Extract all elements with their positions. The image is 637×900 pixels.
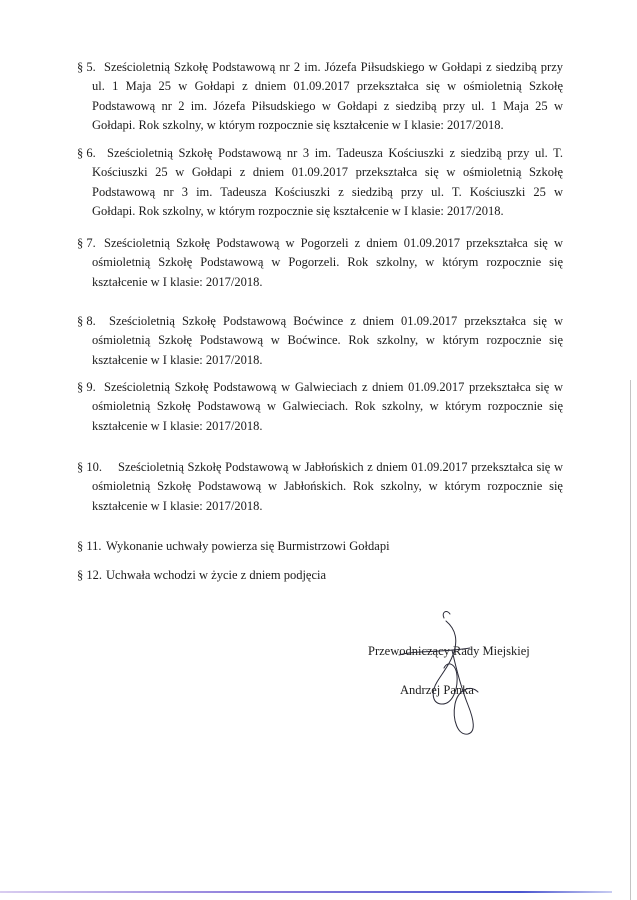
scan-edge-line (630, 380, 631, 900)
paragraph-line: kształcenie w I klasie: 2017/2018. (92, 274, 263, 289)
paragraph-6 (77, 144, 563, 222)
section-marker: § 6. (77, 146, 96, 160)
paragraph-7 (77, 234, 563, 292)
paragraph-line-text: Sześcioletnią Szkołę Podstawową Boćwince z dniem 01.09.2017 przekształca się w (109, 314, 563, 328)
paragraph-line-text: Sześcioletnią Szkołę Podstawową w Galwieciach z dniem 01.09.2017 przekształca się w (104, 380, 563, 394)
paragraph-line-text: Sześcioletnią Szkołę Podstawową w Jabłońskich z dniem 01.09.2017 przekształca się w (118, 460, 563, 474)
paragraph-line: ośmioletnią Szkołę Podstawową w Pogorzeli. Rok szkolny, w którym rozpocznie się (92, 255, 563, 270)
paragraph-line: ośmioletnią Szkołę Podstawową w Boćwince. Rok szkolny, w którym rozpocznie się (92, 333, 563, 348)
paragraph-line (77, 458, 563, 477)
section-marker: § 11. (77, 539, 102, 553)
paragraph-line: Podstawową nr 3 im. Tadeusza Kościuszki z siedzibą przy ul. T. Kościuszki 25 w (92, 184, 563, 199)
signatory-name: Andrzej Panka (400, 683, 474, 697)
paragraph-line-text: Sześcioletnią Szkołę Podstawową nr 2 im. Józefa Piłsudskiego w Gołdapi z siedzibą przy (104, 60, 563, 74)
paragraph-9 (77, 378, 563, 436)
paragraph-10 (77, 458, 563, 516)
paragraph-line: Gołdapi. Rok szkolny, w którym rozpocznie się kształcenie w I klasie: 2017/2018. (92, 118, 504, 133)
paragraph-line: Gołdapi. Rok szkolny, w którym rozpocznie się kształcenie w I klasie: 2017/2018. (92, 204, 504, 219)
section-marker: § 7. (77, 236, 96, 250)
paragraph-11 (77, 537, 563, 556)
paragraph-5 (77, 58, 563, 136)
signature-stroke (443, 611, 450, 618)
paragraph-line-text: Uchwała wchodzi w życie z dniem podjęcia (106, 568, 327, 582)
scan-edge-line (0, 891, 612, 893)
signatory-title: Przewodniczący Rady Miejskiej (368, 644, 530, 658)
paragraph-line-text: Sześcioletnią Szkołę Podstawową w Pogorzeli z dniem 01.09.2017 przekształca się w (104, 236, 563, 250)
paragraph-line: ośmioletnią Szkołę Podstawową w Jabłońskich. Rok szkolny, w którym rozpocznie się (92, 479, 563, 494)
paragraph-line-text: Sześcioletnią Szkołę Podstawową nr 3 im. Tadeusza Kościuszki z siedzibą przy ul. T. (107, 146, 563, 160)
paragraph-line: kształcenie w I klasie: 2017/2018. (92, 418, 263, 433)
paragraph-8 (77, 312, 563, 370)
section-marker: § 5. (77, 60, 96, 74)
paragraph-line: kształcenie w I klasie: 2017/2018. (92, 352, 263, 367)
paragraph-line (77, 312, 563, 331)
paragraph-line: ośmioletnią Szkołę Podstawową w Galwieciach. Rok szkolny, w którym rozpocznie się (92, 399, 563, 414)
paragraph-line: Kościuszki 25 w Gołdapi z dniem 01.09.2017 przekształca się w ośmioletnią Szkołę (92, 165, 563, 180)
paragraph-line (77, 537, 563, 556)
paragraph-line (77, 144, 563, 163)
section-marker: § 8. (77, 314, 96, 328)
paragraph-line: Podstawową nr 2 im. Józefa Piłsudskiego w Gołdapi z siedzibą przy ul. 1 Maja 25 w (92, 98, 563, 113)
paragraph-line (77, 378, 563, 397)
paragraph-line (77, 234, 563, 253)
paragraph-line-text: Wykonanie uchwały powierza się Burmistrzowi Gołdapi (106, 539, 390, 553)
paragraph-line (77, 58, 563, 77)
paragraph-12 (77, 566, 563, 585)
paragraph-line: kształcenie w I klasie: 2017/2018. (92, 498, 263, 513)
paragraph-line: ul. 1 Maja 25 w Gołdapi z dniem 01.09.2017 przekształca się w ośmioletnią Szkołę (92, 79, 563, 94)
section-marker: § 12. (77, 568, 102, 582)
section-marker: § 9. (77, 380, 96, 394)
section-marker: § 10. (77, 460, 102, 474)
paragraph-line (77, 566, 563, 585)
